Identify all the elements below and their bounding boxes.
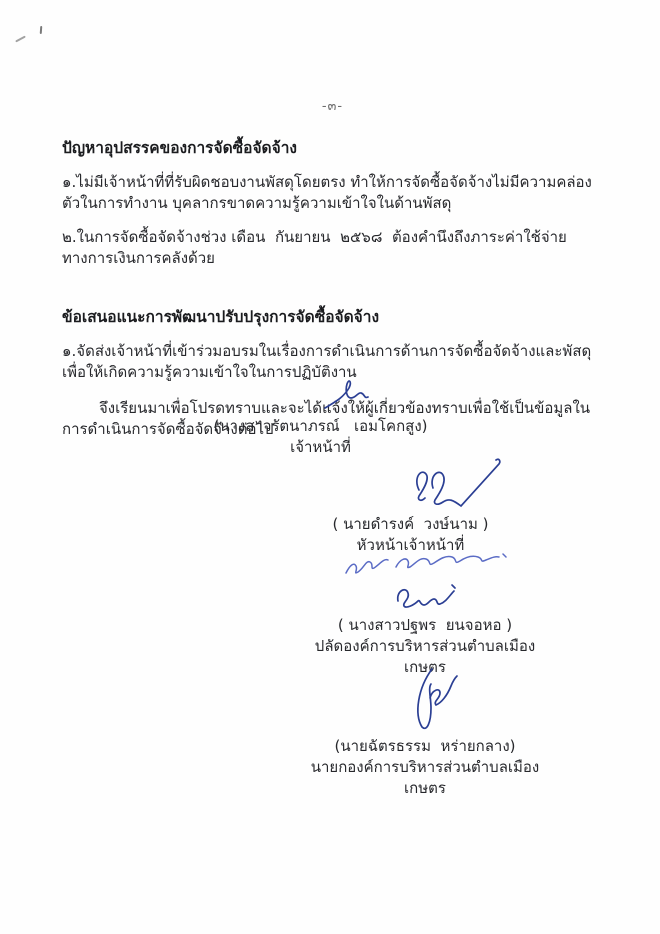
- signature-block-mayor: [295, 666, 555, 799]
- signatory-name: ( นายดำรงค์ วงษ์นาม ): [332, 515, 489, 533]
- signature-block-officer: [198, 374, 443, 458]
- paragraph-suggestion-1: ๑.จัดส่งเจ้าหน้าที่เข้าร่วมอบรมในเรื่องการดำเนินการด้านการจัดซื้อจัดจ้างและพัสดุเพื่อให้เกิดความรู้ความเข้าใจในการปฏิบัติงาน: [62, 342, 592, 381]
- signature-block-chief-officer: [288, 454, 533, 556]
- paragraph-problem-1: ๑.ไม่มีเจ้าหน้าที่ที่รับผิดชอบงานพัสดุโดยตรง ทำให้การจัดซื้อจัดจ้างไม่มีความคล่องตัวในการทำงาน บุคลากรขาดความรู้ความเข้าใจในด้านพัสดุ: [62, 173, 592, 212]
- signatory-name: ( นางสาวปฐพร ยนจอหอ ): [337, 616, 513, 634]
- signatory-title: ปลัดองค์การบริหารส่วนตำบลเมืองเกษตร: [314, 637, 536, 676]
- signature-stroke-chief: [395, 454, 507, 512]
- signatory-name: (นายฉัตรธรรม หร่ายกลาง): [334, 737, 516, 755]
- scan-artifact: [40, 26, 43, 34]
- closing-paragraph: จึงเรียนมาเพื่อโปรดทราบและจะได้แจ้งให้ผู้เกี่ยวข้องทราบเพื่อใช้เป็นข้อมูลในการดำเนินการจัดซื้อจัดจ้างต่อไป: [62, 399, 591, 438]
- paragraph-problem-2: ๒.ในการจัดซื้อจัดจ้างช่วง เดือน กันยายน ๒๕๖๘ ต้องคำนึงถึงภาระค่าใช้จ่ายทางการเงินการคลังด้วย: [62, 228, 567, 267]
- section-heading-problems: ปัญหาอุปสรรคของการจัดซื้อจัดจ้าง: [62, 139, 297, 157]
- signatory-title: หัวหน้าเจ้าหน้าที่: [356, 536, 465, 554]
- signatory-title: เจ้าหน้าที่: [290, 438, 351, 456]
- signature-stroke-mayor: [406, 666, 462, 734]
- signature-stroke-clerk: [390, 581, 460, 613]
- section-heading-suggestions: ข้อเสนอแนะการพัฒนาปรับปรุงการจัดซื้อจัดจ้าง: [62, 308, 380, 326]
- scan-artifact: [15, 36, 26, 43]
- signature-stroke-officer: [323, 374, 371, 414]
- handwritten-note: [340, 551, 510, 579]
- signatory-name: (นางสาวรัตนาภรณ์ เอมโคกสูง): [213, 417, 428, 435]
- signature-block-clerk: [295, 551, 555, 678]
- signatory-title: นายกองค์การบริหารส่วนตำบลเมืองเกษตร: [310, 758, 540, 797]
- page-number: -๓-: [321, 99, 344, 114]
